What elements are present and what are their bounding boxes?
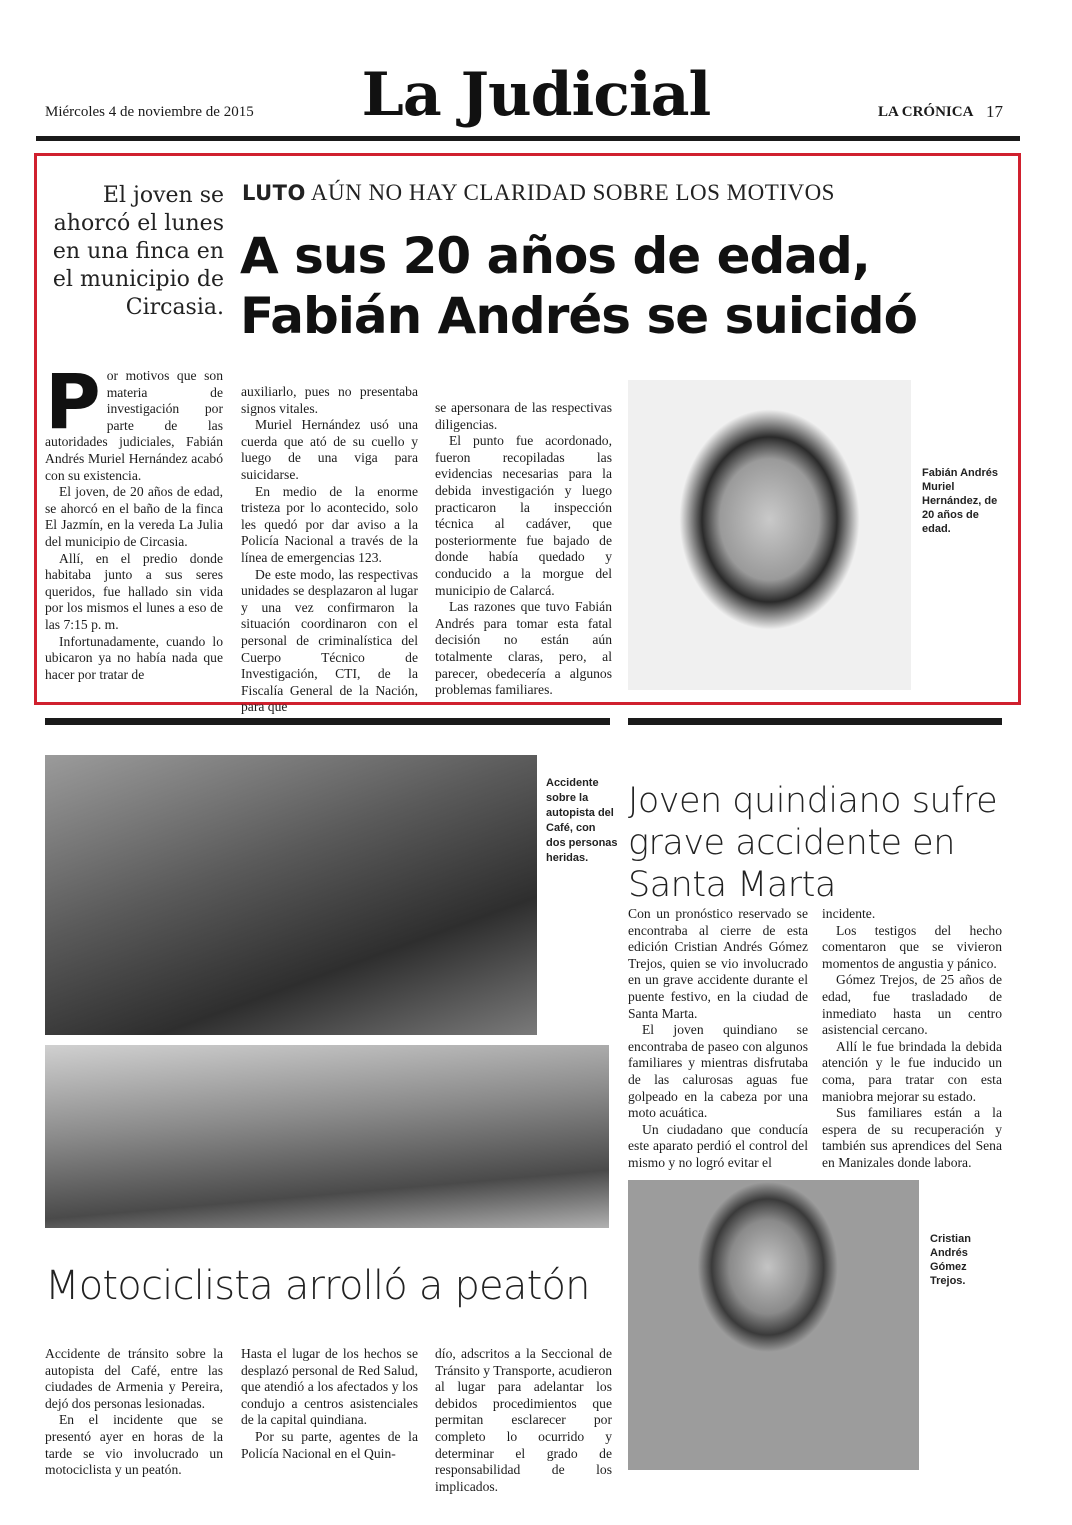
section-rule-left: [45, 718, 610, 725]
paragraph: incidente.: [822, 906, 876, 921]
kicker-tag: LUTO: [242, 181, 306, 205]
paragraph: Allí le fue brindada la debida atención y le fue inducido un coma, para tratar con esta maniobra mejorar su estado.: [822, 1038, 1002, 1104]
moto-column-3: [435, 1346, 612, 1495]
portrait-photo: [628, 380, 911, 690]
cristian-caption: Cristian Andrés Gómez Trejos.: [930, 1233, 971, 1287]
paragraph: Infortunadamente, cuando lo ubicaron ya no había nada que hacer por tratar de: [45, 633, 223, 682]
moto-column-2: [241, 1346, 418, 1462]
kicker-text: AÚN NO HAY CLARIDAD SOBRE LOS MOTIVOS: [310, 180, 835, 205]
paragraph: Las razones que tuvo Fabián Andrés para tomar esta fatal decisión no están aún totalmente claras, pero, al parecer, obedecería a algunos problemas familiares.: [435, 599, 612, 698]
paragraph: El joven quindiano se encontraba de paseo con algunos familiares y mientras disfrutaba de las calurosas aguas fue golpeado en la cabeza por una moto acuática.: [628, 1022, 808, 1121]
lead-deck: El joven se ahorcó el lunes en una finca en el municipio de Circasia.: [52, 183, 224, 320]
moto-headline: Motociclista arrolló a peatón: [45, 1263, 590, 1309]
paragraph: Los testigos del hecho comentaron que se vivieron momentos de angustia y pánico.: [822, 922, 1002, 971]
newspaper-name: LA CRÓNICA: [878, 104, 974, 120]
paragraph: se apersonara de las respectivas diligencias.: [435, 400, 612, 432]
santa-marta-column-2: [822, 906, 1002, 1172]
paragraph: Sus familiares están a la espera de su recuperación y también sus aprendices del Sena en Manizales donde labora.: [822, 1105, 1002, 1170]
paragraph: De este modo, las respectivas unidades se desplazaron al lugar y una vez confirmaron la situación coordinaron con el personal de criminalística del Cuerpo Técnico de Investigación, CTI, de la Fiscalía General de la Nación, para que: [241, 566, 418, 715]
paragraph: Con un pronóstico reservado se encontraba al cierre de esta edición Cristian Andrés Gómez Trejos, quien se vio involucrado en un grave accidente durante el puente festivo, en la ciudad de Santa Marta.: [628, 906, 808, 1021]
lead-column-2: [241, 384, 418, 716]
issue-date: Miércoles 4 de noviembre de 2015: [45, 104, 254, 120]
header-rule: [36, 136, 1020, 141]
santa-marta-headline: Joven quindiano sufre grave accidente en Santa Marta: [628, 781, 998, 905]
accident-photo-1: [45, 755, 537, 1035]
cristian-photo: [628, 1180, 919, 1470]
moto-column-1: [45, 1346, 223, 1479]
accident-caption: Accidente sobre la autopista del Café, con dos personas heridas.: [546, 777, 618, 864]
portrait-caption: Fabián Andrés Muriel Hernández, de 20 años de edad.: [922, 467, 998, 535]
paragraph: En medio de la enorme tristeza por lo acontecido, solo les quedó por dar aviso a la Policía Nacional a través de la línea de emergencias 123.: [241, 483, 418, 565]
section-rule-right: [628, 718, 1002, 725]
drop-cap: P: [45, 357, 101, 446]
page-number: 17: [986, 102, 1003, 121]
paragraph: Accidente de tránsito sobre la autopista del Café, entre las ciudades de Armenia y Pereira, dejó dos personas lesionadas.: [45, 1346, 223, 1411]
paragraph: El joven, de 20 años de edad, se ahorcó en el baño de la finca El Jazmín, en la vereda La Julia del municipio de Circasia.: [45, 484, 223, 549]
paragraph: Hasta el lugar de los hechos se desplazó personal de Red Salud, que atendió a los afectados y los condujo a centros asistenciales de la capital quindiana.: [241, 1346, 418, 1428]
paragraph: En el incidente que se presentó ayer en horas de la tarde se vio involucrado un motociclista y un peatón.: [45, 1412, 223, 1478]
accident-photo-2: [45, 1045, 609, 1228]
lead-column-1: [45, 357, 223, 683]
paragraph: Allí, en el predio donde habitaba junto a sus seres queridos, fue hallado sin vida por los mismos el lunes a eso de las 7:15 p. m.: [45, 550, 223, 632]
paragraph: Por su parte, agentes de la Policía Nacional en el Quin-: [241, 1428, 418, 1461]
section-title: La Judicial: [361, 60, 711, 130]
paragraph: El punto fue acordonado, fueron recopiladas las evidencias necesarias para la debida investigación y luego practicaron la inspección técnica al cadáver, que posteriormente fue bajado de donde había quedado y conducido a la morgue del municipio de Calarcá.: [435, 433, 612, 598]
paragraph: dío, adscritos a la Seccional de Tránsito y Transporte, acudieron al lugar para adelantar los debidos procedimientos que permitan esclarecer por completo lo ocurrido y determinar el grado de responsabilidad de los implicados.: [435, 1346, 612, 1494]
lead-column-3: [435, 400, 612, 699]
paragraph: Gómez Trejos, de 25 años de edad, fue trasladado de inmediato hasta un centro asistencial cercano.: [822, 972, 1002, 1038]
paragraph: or motivos que son materia de investigación por parte de las autoridades judiciales, Fabián Andrés Muriel Hernández acabó con su existencia.: [45, 368, 223, 483]
paragraph: Un ciudadano que conducía este aparato perdió el control del mismo y no logró evitar el: [628, 1121, 808, 1170]
lead-kicker: [242, 180, 835, 206]
lead-headline: A sus 20 años de edad, Fabián Andrés se suicidó: [240, 227, 917, 345]
santa-marta-column-1: [628, 906, 808, 1172]
paragraph: auxiliarlo, pues no presentaba signos vitales.: [241, 384, 418, 416]
paragraph: Muriel Hernández usó una cuerda que ató de su cuello y luego de una viga para suicidarse.: [241, 417, 418, 482]
